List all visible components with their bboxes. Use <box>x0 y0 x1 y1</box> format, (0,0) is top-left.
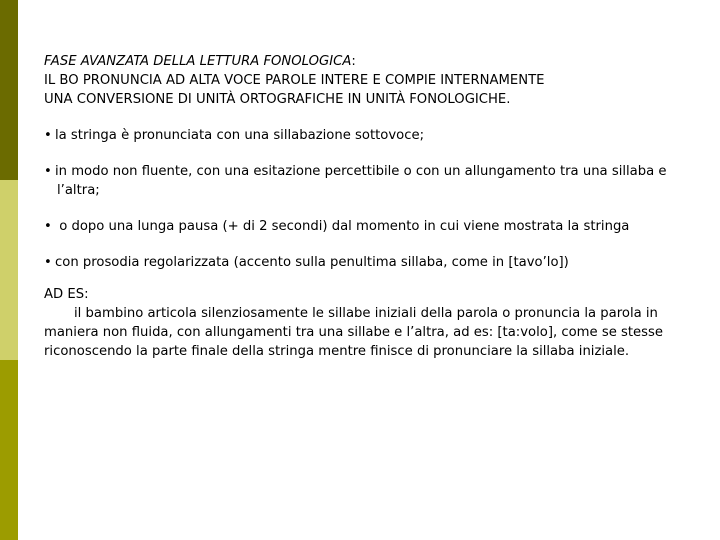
bullet-text: con prosodia regolarizzata (accento sulla penultima sillaba, come in [tavo’lo]) <box>55 255 569 270</box>
heading-title-suffix: : <box>351 54 356 69</box>
example-body: il bambino articola silenziosamente le sillabe iniziali della parola o pronuncia la parola in maniera non fluida, con allungamenti tra una sillabe e l’altra, ad es: [ta:volo], come se stesse riconoscendo la parte finale della stringa mentre finisce di pronunciare la sillaba iniziale. <box>44 306 664 359</box>
bullet-mark: • <box>44 164 52 179</box>
example-block <box>44 285 706 361</box>
side-bar-middle <box>0 180 18 360</box>
bullet-item-4 <box>44 253 706 272</box>
slide-content <box>44 52 706 361</box>
bullet-item-1 <box>44 126 706 145</box>
heading <box>44 52 706 109</box>
bullet-mark: • <box>44 128 52 143</box>
bullet-text: o dopo una lunga pausa (+ di 2 secondi) dal momento in cui viene mostrata la stringa <box>55 219 630 234</box>
heading-line-3: UNA CONVERSIONE DI UNITÀ ORTOGRAFICHE IN UNITÀ FONOLOGICHE. <box>44 92 511 107</box>
example-label: AD ES: <box>44 287 89 302</box>
side-bar-bottom <box>0 360 18 540</box>
bullet-mark: • <box>44 255 52 270</box>
bullet-text: in modo non fluente, con una esitazione percettibile o con un allungamento tra una sillaba e l’altra; <box>55 164 667 198</box>
bullet-item-2 <box>44 162 706 200</box>
heading-line-2: IL BO PRONUNCIA AD ALTA VOCE PAROLE INTERE E COMPIE INTERNAMENTE <box>44 73 545 88</box>
heading-title: FASE AVANZATA DELLA LETTURA FONOLOGICA <box>44 54 352 69</box>
side-bar-top <box>0 0 18 180</box>
bullet-item-3 <box>44 217 706 236</box>
bullet-text: la stringa è pronunciata con una sillabazione sottovoce; <box>55 128 425 143</box>
bullet-mark: • <box>44 219 52 234</box>
heading-line-1 <box>44 52 706 71</box>
